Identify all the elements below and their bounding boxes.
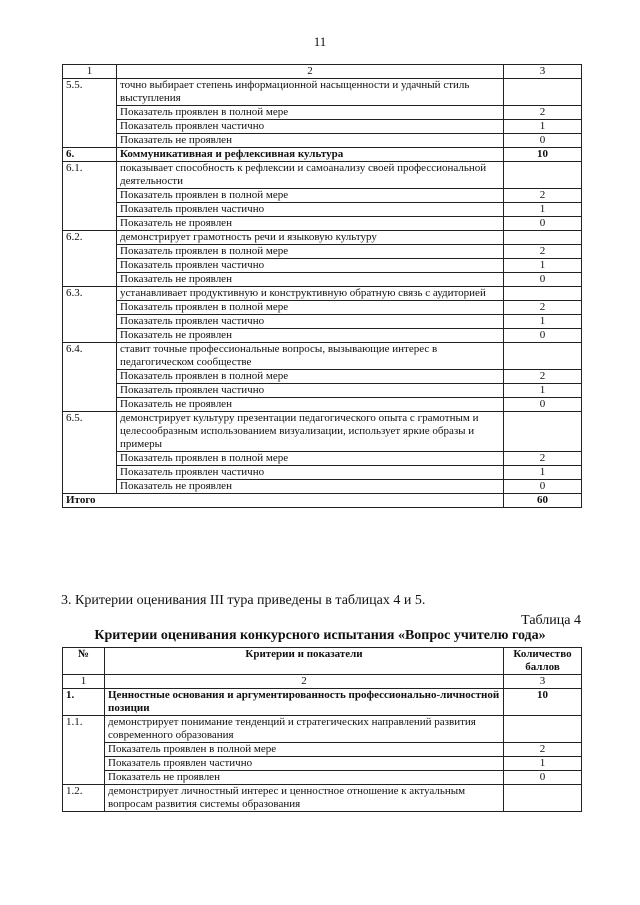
indicator-label: Показатель проявлен в полной мере xyxy=(117,245,504,259)
indicator-row xyxy=(63,398,582,412)
indicator-row xyxy=(63,217,582,231)
criterion-row xyxy=(63,412,582,452)
indicator-label: Показатель проявлен частично xyxy=(117,120,504,134)
criterion-number: 1.1. xyxy=(63,716,105,785)
indicator-row xyxy=(63,106,582,120)
total-row xyxy=(63,494,582,508)
criterion-text: Коммуникативная и рефлексивная культура xyxy=(117,148,504,162)
indicator-label: Показатель проявлен частично xyxy=(117,466,504,480)
criterion-number: 6.1. xyxy=(63,162,117,231)
indicator-row xyxy=(63,134,582,148)
indicator-row xyxy=(63,466,582,480)
indicator-score: 0 xyxy=(504,134,582,148)
indicator-score: 2 xyxy=(504,189,582,203)
indicator-row xyxy=(63,273,582,287)
criterion-text: показывает способность к рефлексии и самоанализу своей профессиональной деятельности xyxy=(117,162,504,189)
criterion-text: точно выбирает степень информационной насыщенности и удачный стиль выступления xyxy=(117,79,504,106)
indicator-label: Показатель проявлен частично xyxy=(117,384,504,398)
col-header-number: № xyxy=(63,648,105,675)
indicator-score: 0 xyxy=(504,398,582,412)
criterion-score xyxy=(504,79,582,106)
indicator-label: Показатель проявлен в полной мере xyxy=(117,452,504,466)
indicator-label: Показатель проявлен в полной мере xyxy=(117,106,504,120)
criterion-row xyxy=(63,343,582,370)
indicator-label: Показатель не проявлен xyxy=(117,480,504,494)
criterion-number: 6.4. xyxy=(63,343,117,412)
criterion-number: 6.5. xyxy=(63,412,117,494)
criterion-row xyxy=(63,287,582,301)
criterion-number: 6.2. xyxy=(63,231,117,287)
header-col-2: 2 xyxy=(117,65,504,79)
criterion-row xyxy=(63,785,582,812)
indicator-label: Показатель не проявлен xyxy=(105,771,504,785)
criterion-score: 10 xyxy=(504,148,582,162)
table-title: Критерии оценивания конкурсного испытания «Вопрос учителю года» xyxy=(94,628,546,643)
indicator-label: Показатель не проявлен xyxy=(117,329,504,343)
criterion-row xyxy=(63,231,582,245)
page-number: 11 xyxy=(313,34,327,49)
criterion-row xyxy=(63,148,582,162)
indicator-row xyxy=(63,120,582,134)
indicator-label: Показатель проявлен в полной мере xyxy=(117,189,504,203)
indicator-row xyxy=(63,301,582,315)
indicator-row xyxy=(63,245,582,259)
indicator-row xyxy=(63,259,582,273)
criterion-number: 1. xyxy=(63,689,105,716)
criterion-number: 6. xyxy=(63,148,117,162)
column-headers-row xyxy=(63,648,582,675)
indicator-score: 2 xyxy=(504,245,582,259)
criterion-number: 5.5. xyxy=(63,79,117,148)
indicator-score: 1 xyxy=(504,203,582,217)
criterion-score xyxy=(504,162,582,189)
criterion-text: Ценностные основания и аргументированность профессионально-личностной позиции xyxy=(105,689,504,716)
indicator-label: Показатель проявлен частично xyxy=(117,259,504,273)
criterion-text: демонстрирует личностный интерес и ценностное отношение к актуальным вопросам развития системы образования xyxy=(105,785,504,812)
indicator-label: Показатель проявлен частично xyxy=(117,203,504,217)
criterion-score xyxy=(504,231,582,245)
indicator-score: 0 xyxy=(504,771,582,785)
indicator-row xyxy=(63,203,582,217)
header-col-3: 3 xyxy=(504,65,582,79)
indicator-score: 2 xyxy=(504,452,582,466)
criterion-row xyxy=(63,79,582,106)
header-col-3: 3 xyxy=(504,675,582,689)
indicator-score: 1 xyxy=(504,120,582,134)
indicator-row xyxy=(63,315,582,329)
criterion-row xyxy=(63,689,582,716)
indicator-label: Показатель не проявлен xyxy=(117,134,504,148)
indicator-row xyxy=(63,480,582,494)
indicator-label: Показатель проявлен частично xyxy=(105,757,504,771)
section-intro-text: 3. Критерии оценивания III тура приведены в таблицах 4 и 5. xyxy=(61,593,426,608)
total-value: 60 xyxy=(504,494,582,508)
indicator-label: Показатель не проявлен xyxy=(117,217,504,231)
indicator-score: 2 xyxy=(504,106,582,120)
indicator-score: 2 xyxy=(504,370,582,384)
indicator-row xyxy=(63,384,582,398)
indicator-row xyxy=(63,370,582,384)
table-header-row xyxy=(63,65,582,79)
criterion-row xyxy=(63,716,582,743)
criterion-row xyxy=(63,162,582,189)
indicator-label: Показатель проявлен в полной мере xyxy=(117,370,504,384)
criterion-score: 10 xyxy=(504,689,582,716)
criterion-number: 1.2. xyxy=(63,785,105,812)
indicator-score: 2 xyxy=(504,301,582,315)
indicator-label: Показатель проявлен частично xyxy=(117,315,504,329)
indicator-score: 0 xyxy=(504,480,582,494)
table-header-row xyxy=(63,675,582,689)
col-header-criteria: Критерии и показатели xyxy=(105,648,504,675)
table-number-label: Таблица 4 xyxy=(521,613,581,628)
criterion-text: демонстрирует понимание тенденций и стратегических направлений развития современного образования xyxy=(105,716,504,743)
indicator-row xyxy=(63,757,582,771)
header-col-1: 1 xyxy=(63,675,105,689)
criterion-score xyxy=(504,287,582,301)
criteria-table-continued xyxy=(62,64,582,508)
col-header-points: Количество баллов xyxy=(504,648,582,675)
indicator-row xyxy=(63,771,582,785)
criterion-text: демонстрирует культуру презентации педагогического опыта с грамотным и целесообразным использованием визуализации, использует яркие образы и примеры xyxy=(117,412,504,452)
criterion-score xyxy=(504,412,582,452)
header-col-2: 2 xyxy=(105,675,504,689)
header-col-1: 1 xyxy=(63,65,117,79)
criterion-score xyxy=(504,343,582,370)
indicator-row xyxy=(63,452,582,466)
indicator-score: 1 xyxy=(504,315,582,329)
criterion-number: 6.3. xyxy=(63,287,117,343)
indicator-score: 1 xyxy=(504,259,582,273)
criterion-text: демонстрирует грамотность речи и языковую культуру xyxy=(117,231,504,245)
indicator-row xyxy=(63,189,582,203)
total-label: Итого xyxy=(63,494,504,508)
indicator-row xyxy=(63,329,582,343)
criterion-text: устанавливает продуктивную и конструктивную обратную связь с аудиторией xyxy=(117,287,504,301)
indicator-score: 1 xyxy=(504,466,582,480)
indicator-score: 0 xyxy=(504,273,582,287)
indicator-score: 0 xyxy=(504,329,582,343)
indicator-row xyxy=(63,743,582,757)
indicator-score: 0 xyxy=(504,217,582,231)
indicator-label: Показатель проявлен в полной мере xyxy=(105,743,504,757)
criteria-table-4 xyxy=(62,647,582,812)
indicator-label: Показатель не проявлен xyxy=(117,273,504,287)
criterion-score xyxy=(504,716,582,743)
criterion-text: ставит точные профессиональные вопросы, вызывающие интерес в педагогическом сообществе xyxy=(117,343,504,370)
indicator-label: Показатель не проявлен xyxy=(117,398,504,412)
indicator-score: 2 xyxy=(504,743,582,757)
indicator-score: 1 xyxy=(504,757,582,771)
criterion-score xyxy=(504,785,582,812)
indicator-score: 1 xyxy=(504,384,582,398)
indicator-label: Показатель проявлен в полной мере xyxy=(117,301,504,315)
